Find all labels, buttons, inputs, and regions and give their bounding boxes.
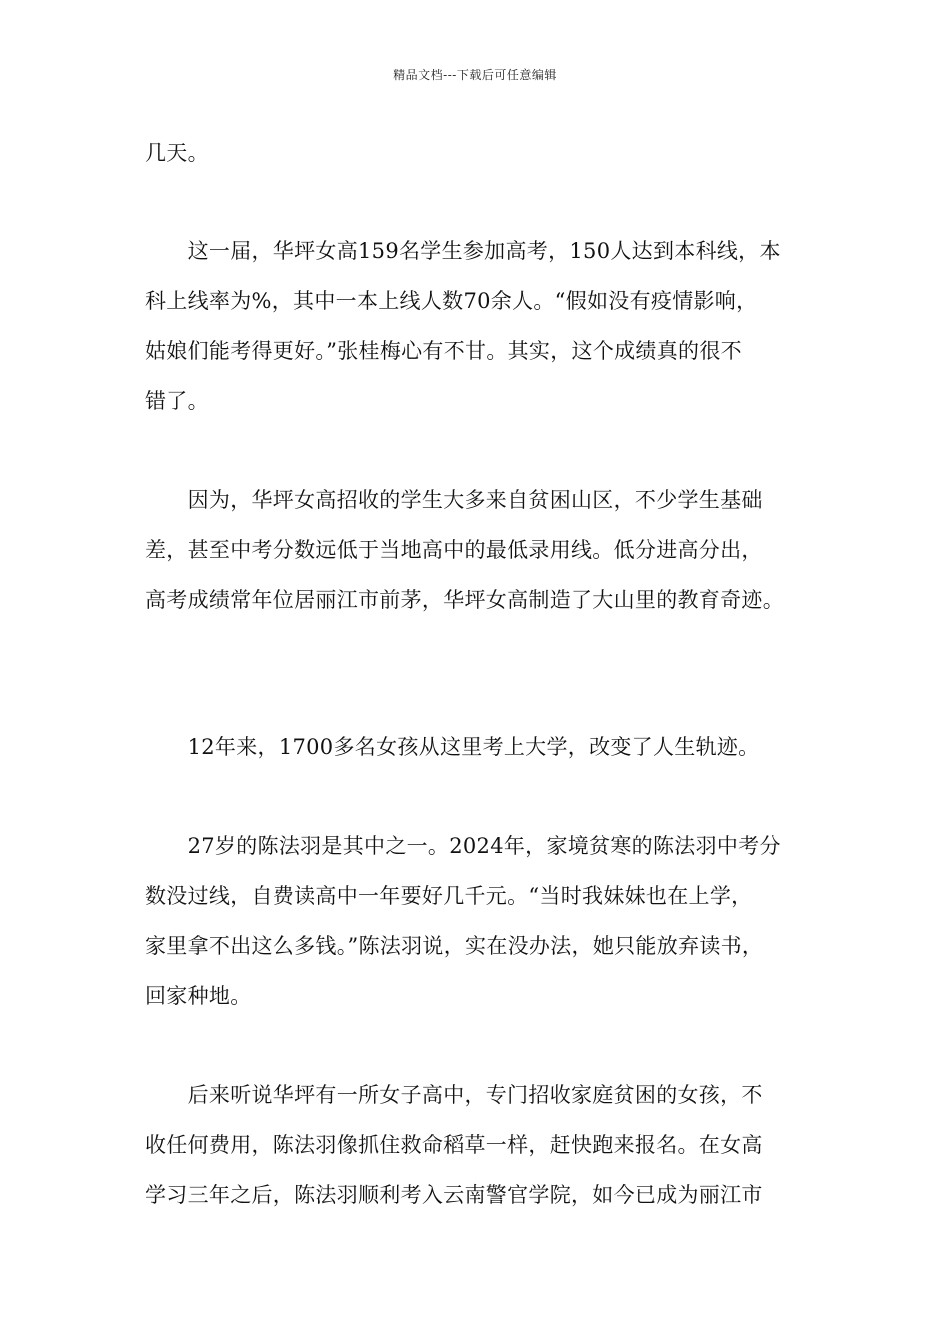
page-header: 精品文档---下载后可任意编辑: [393, 68, 557, 82]
text-line: 数没过线，自费读高中一年要好几千元。“当时我妹妹也在上学，: [145, 884, 753, 908]
text-line: 科上线率为%，其中一本上线人数70余人。“假如没有疫情影响，: [145, 289, 758, 313]
text-line: 几天。: [145, 141, 209, 165]
text-line: 27岁的陈法羽是其中之一。2024年，家境贫寒的陈法羽中考分: [145, 834, 781, 858]
text-line: 家里拿不出这么多钱。”陈法羽说，实在没办法，她只能放弃读书，: [145, 934, 764, 958]
text-line: 回家种地。: [145, 984, 252, 1008]
text-line: 12年来，1700多名女孩从这里考上大学，改变了人生轨迹。: [145, 735, 760, 759]
text-line: 收任何费用，陈法羽像抓住救命稻草一样，赶快跑来报名。在女高: [145, 1133, 763, 1157]
text-line: 姑娘们能考得更好。”张桂梅心有不甘。其实，这个成绩真的很不: [145, 339, 742, 363]
text-line: 错了。: [145, 389, 209, 413]
text-line: 后来听说华坪有一所女子高中，专门招收家庭贫困的女孩，不: [145, 1083, 763, 1107]
text-line: 这一届，华坪女高159名学生参加高考，150人达到本科线，本: [145, 239, 781, 263]
text-line: 高考成绩常年位居丽江市前茅，华坪女高制造了大山里的教育奇迹。: [145, 588, 784, 612]
text-line: 因为，华坪女高招收的学生大多来自贫困山区，不少学生基础: [145, 488, 763, 512]
text-line: 差，甚至中考分数远低于当地高中的最低录用线。低分进高分出，: [145, 538, 763, 562]
text-line: 学习三年之后，陈法羽顺利考入云南警官学院，如今已成为丽江市: [145, 1183, 763, 1207]
